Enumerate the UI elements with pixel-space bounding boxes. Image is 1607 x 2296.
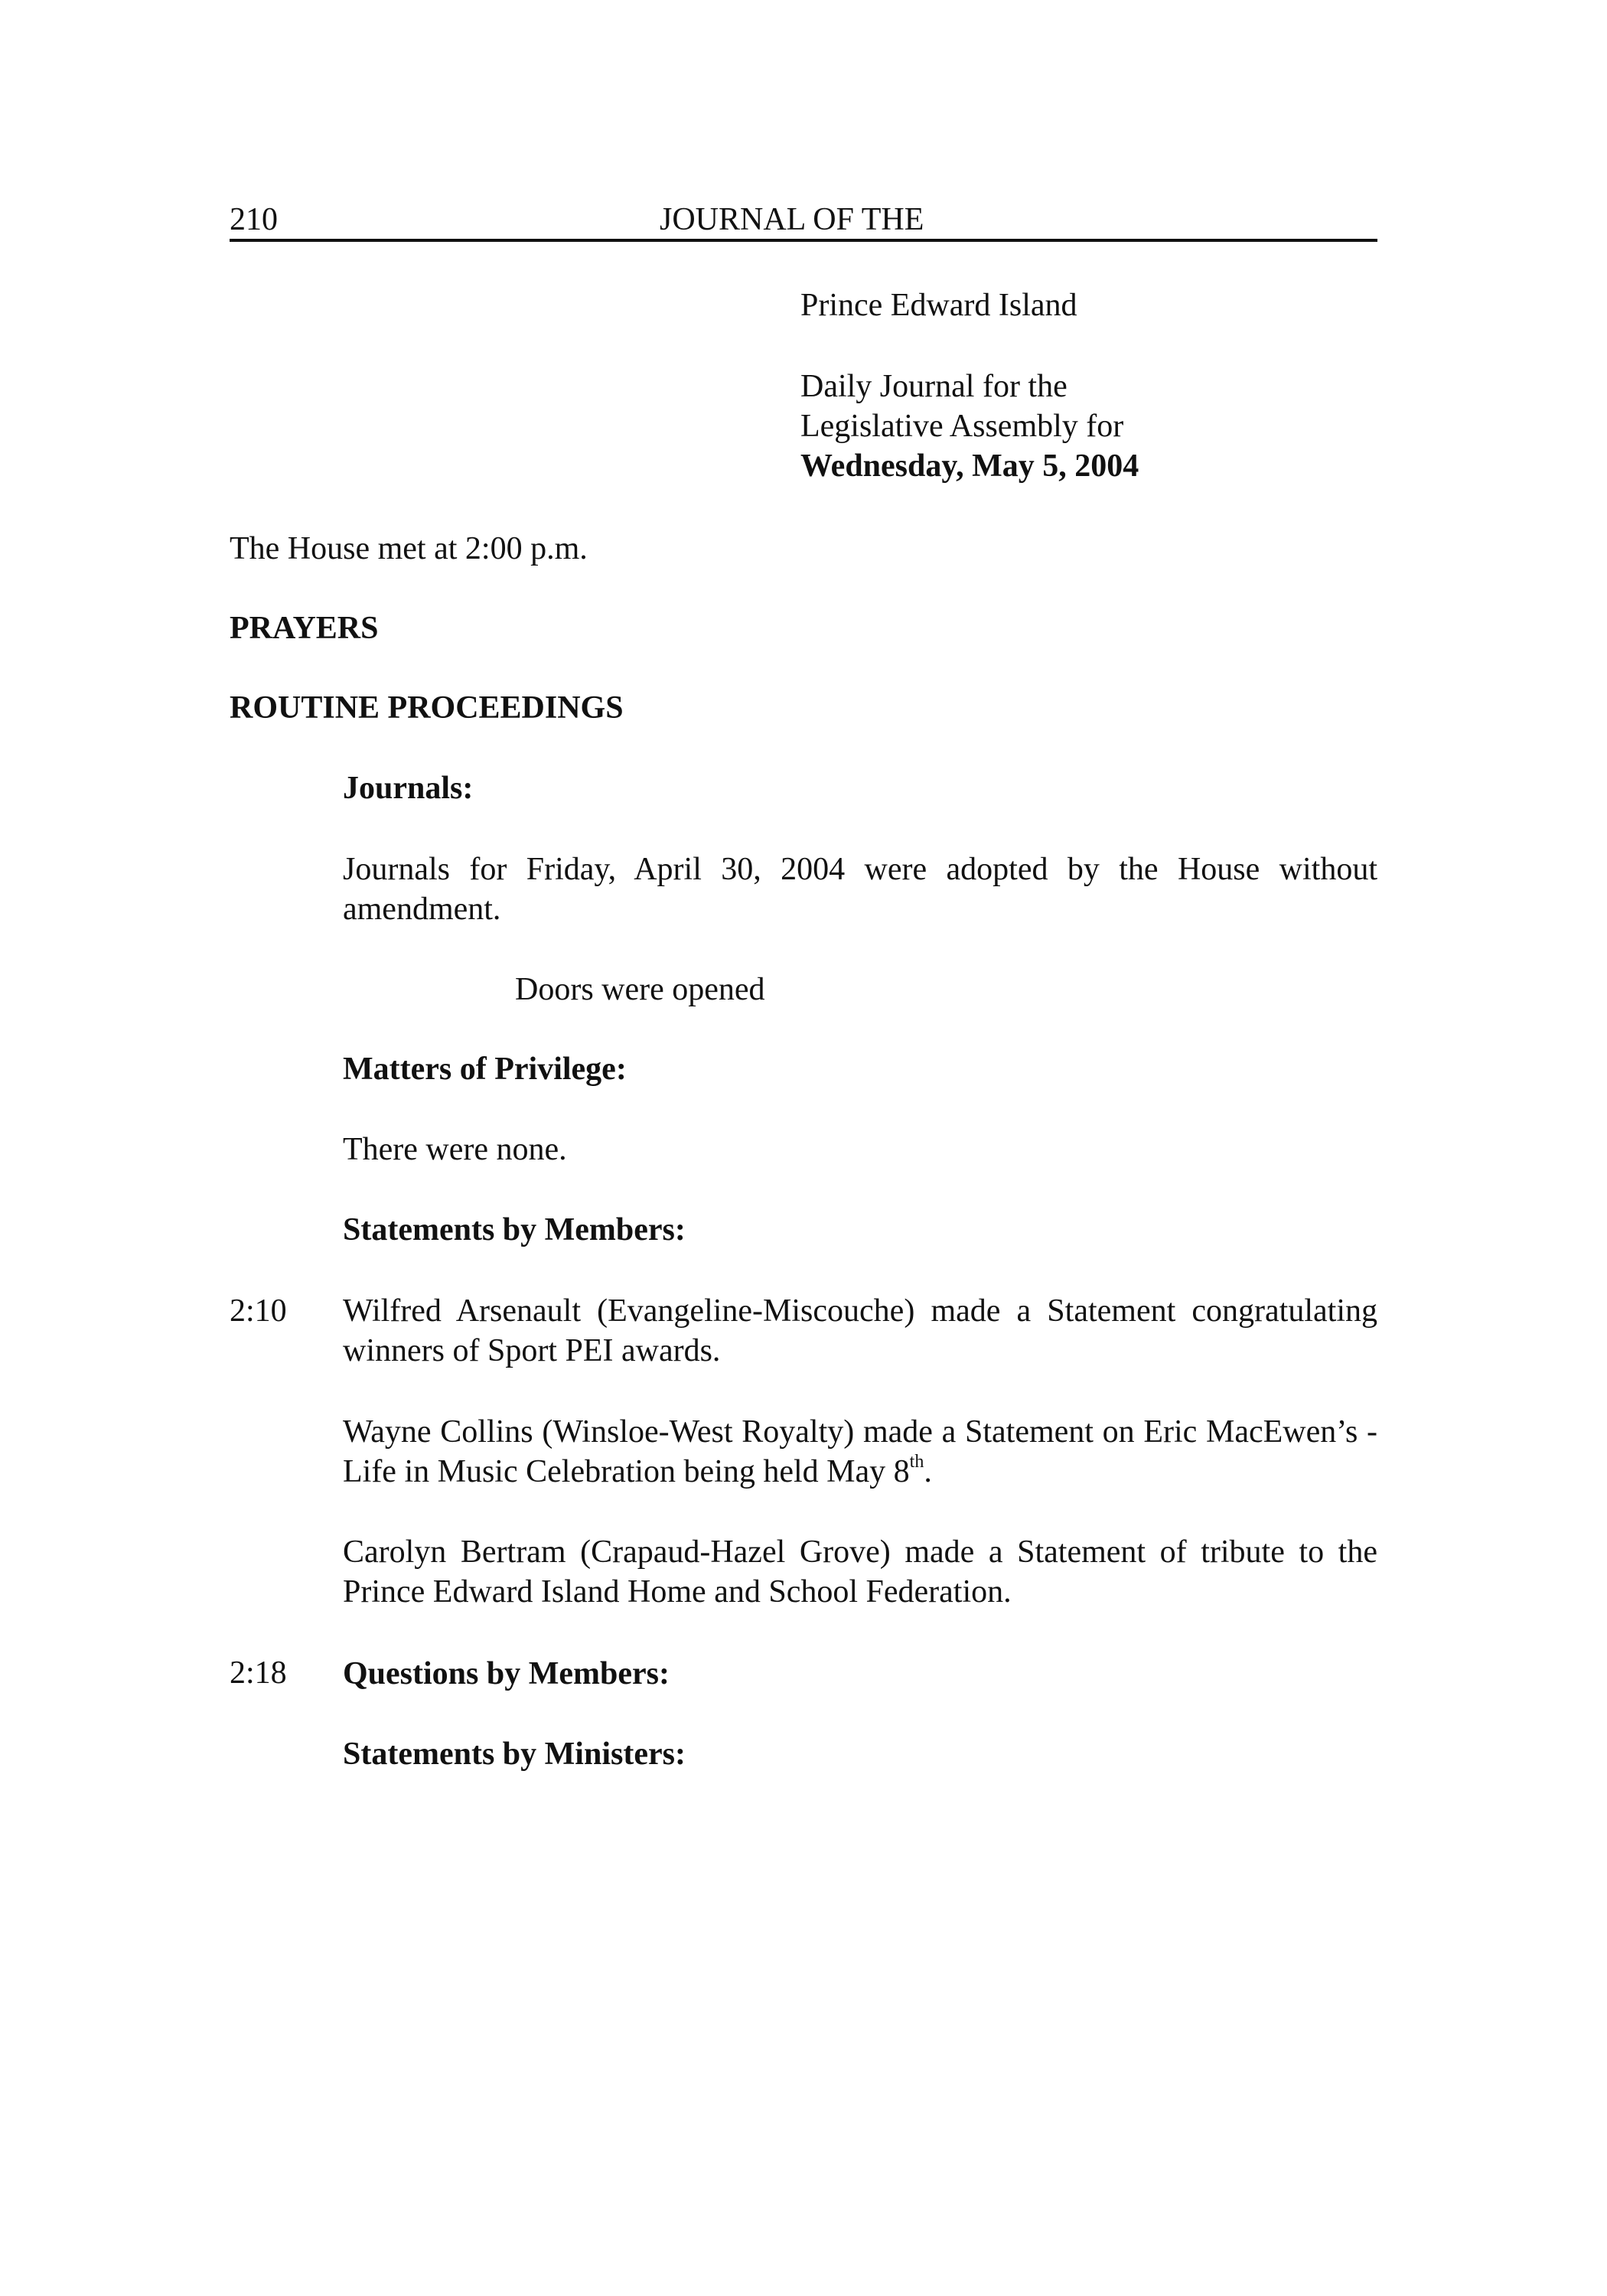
doors-opened-text: Doors were opened — [515, 972, 765, 1007]
statements-ministers-heading: Statements by Ministers: — [343, 1737, 686, 1772]
privilege-heading: Matters of Privilege: — [343, 1052, 627, 1087]
statement-item — [343, 1412, 1377, 1492]
statement-item-text: Wayne Collins (Winsloe-West Royalty) made a Statement on Eric MacEwen’s - Life in Music Celebration being held May 8 — [343, 1414, 1377, 1489]
house-met-text: The House met at 2:00 p.m. — [230, 531, 588, 566]
time-stamp: 2:18 — [230, 1655, 287, 1691]
heading-date: Wednesday, May 5, 2004 — [800, 448, 1139, 484]
heading-legislative-assembly: Legislative Assembly for — [800, 409, 1124, 444]
privilege-text: There were none. — [343, 1132, 567, 1167]
page-header — [230, 199, 1377, 242]
section-routine-proceedings: ROUTINE PROCEEDINGS — [230, 690, 624, 726]
statement-item-end: . — [924, 1454, 932, 1489]
questions-heading: Questions by Members: — [343, 1656, 670, 1691]
time-stamp: 2:10 — [230, 1293, 287, 1329]
statement-item: Carolyn Bertram (Crapaud-Hazel Grove) made a Statement of tribute to the Prince Edward Island Home and School Federation. — [343, 1534, 1377, 1609]
statements-members-heading: Statements by Members: — [343, 1212, 686, 1247]
statement-item: Wilfred Arsenault (Evangeline-Miscouche) made a Statement congratulating winners of Sport PEI awards. — [343, 1293, 1377, 1368]
journals-heading: Journals: — [343, 771, 474, 806]
section-prayers: PRAYERS — [230, 611, 379, 646]
heading-daily-journal: Daily Journal for the — [800, 369, 1068, 404]
heading-province: Prince Edward Island — [800, 288, 1077, 323]
journal-title: JOURNAL OF THE — [660, 202, 924, 237]
page-number: 210 — [230, 202, 278, 237]
ordinal-suffix: th — [909, 1452, 924, 1472]
journals-text: Journals for Friday, April 30, 2004 were adopted by the House without amendment. — [343, 852, 1377, 927]
